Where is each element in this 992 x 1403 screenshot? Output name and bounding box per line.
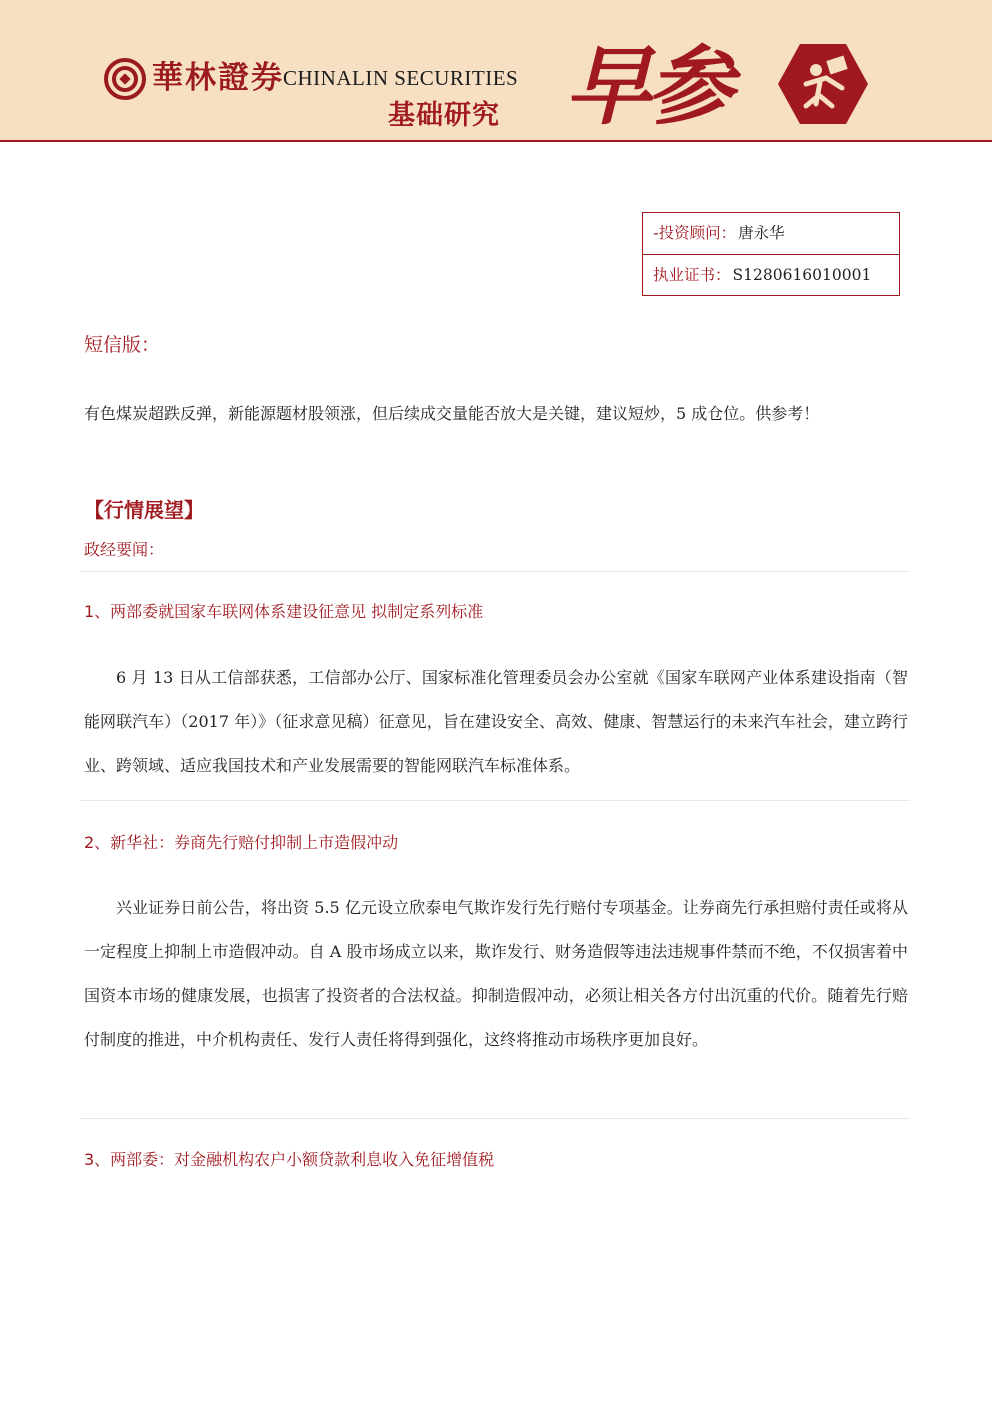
political-economic-news-subhead: 政经要闻：: [84, 540, 165, 559]
certificate-label: 执业证书：: [653, 266, 731, 284]
sms-section-title: 短信版：: [84, 334, 161, 356]
divider: [80, 800, 910, 801]
advisor-row: [643, 213, 899, 254]
page-header: [0, 0, 992, 142]
brand-name-en: CHINALIN SECURITIES: [283, 66, 519, 90]
news-item-title: 1、两部委就国家车联网体系建设征意见 拟制定系列标准: [84, 602, 484, 621]
certificate-number: S1280616010001: [732, 266, 872, 284]
news-item-body: 兴业证券日前公告，将出资 5.5 亿元设立欣泰电气欺诈发行先行赔付专项基金。让券商先行承担赔付责任或将从一定程度上抑制上市造假冲动。自 A 股市场成立以来，欺诈发行、财务造假等违法违规事件禁而不绝，不仅损害着中国资本市场的健康发展，也损害了投资者的合法权益。抑制造假冲动，必须让相关各方付出沉重的代价。随着先行赔付制度的推进，中介机构责任、发行人责任将得到强化，这终将推动市场秩序更加良好。: [84, 898, 908, 1049]
brand-name-cn: 華林證券: [152, 60, 284, 96]
news-item-title: 3、两部委：对金融机构农户小额贷款利息收入免征增值税: [84, 1150, 495, 1169]
report-title-calligraphy: 早参: [565, 36, 729, 137]
news-item-body: 6 月 13 日从工信部获悉，工信部办公厅、国家标准化管理委员会办公室就《国家车联网产业体系建设指南（智能网联汽车）（2017 年）》（征求意见稿）征意见，旨在建设安全、高效、健康、智慧运行的未来汽车社会，建立跨行业、跨领域、适应我国技术和产业发展需要的智能网联汽车标准体系。: [84, 668, 908, 775]
advisor-name: 唐永华: [738, 224, 785, 242]
market-outlook-title: 【行情展望】: [84, 498, 204, 522]
reading-person-emblem-icon: [776, 40, 870, 128]
advisor-info-box: [642, 212, 900, 296]
report-category: 基础研究: [388, 100, 500, 131]
advisor-label: -投资顾问：: [653, 224, 737, 242]
sms-summary: 有色煤炭超跌反弹，新能源题材股领涨，但后续成交量能否放大是关键，建议短炒，5 成仓位。供参考！: [84, 404, 820, 423]
chinalin-logo-icon: [104, 58, 146, 100]
divider: [80, 1118, 910, 1119]
certificate-row: [643, 254, 899, 295]
divider: [80, 571, 910, 572]
news-item-title: 2、新华社：券商先行赔付抑制上市造假冲动: [84, 833, 399, 852]
